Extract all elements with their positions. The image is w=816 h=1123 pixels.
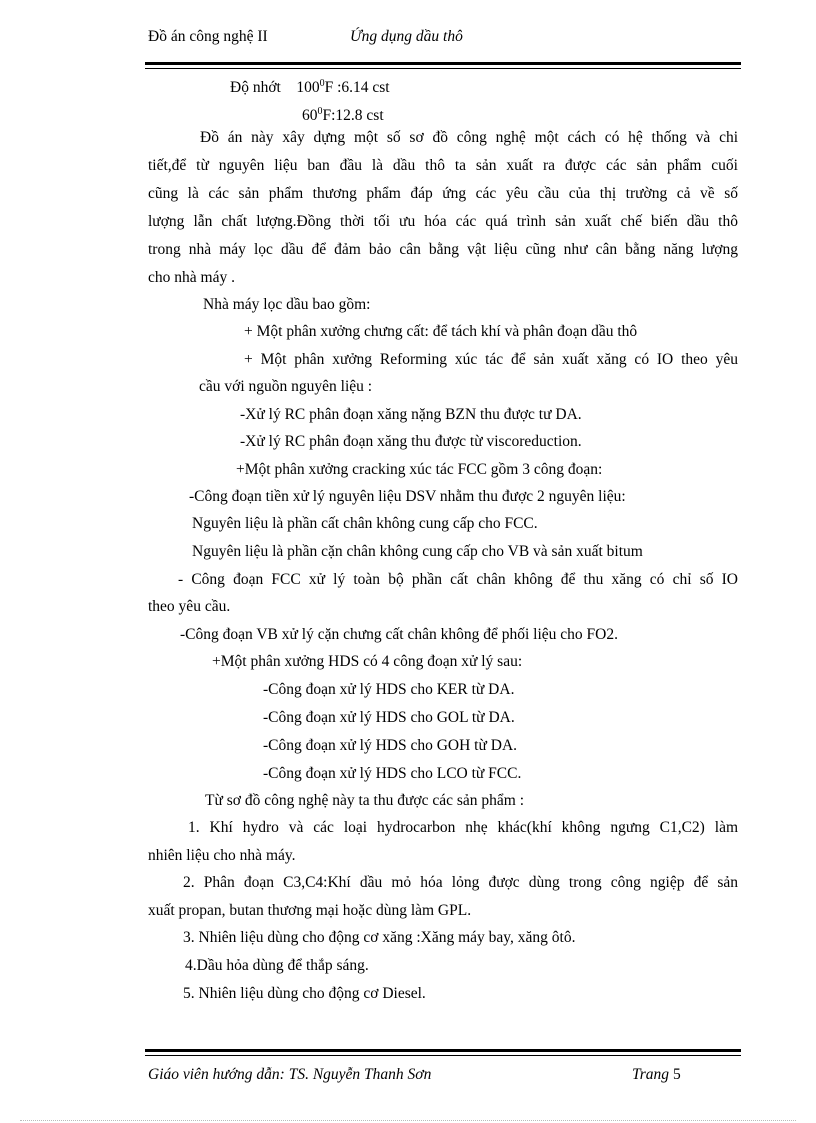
viscosity-line-2	[302, 102, 384, 126]
page-number: 5	[672, 1066, 681, 1083]
hds-item: -Công đoạn xử lý HDS cho GOH từ DA.	[263, 737, 518, 754]
header-rule-thick	[145, 62, 741, 65]
viscosity-line-1	[230, 74, 390, 98]
hds-item: -Công đoạn xử lý HDS cho GOL từ DA.	[263, 709, 515, 726]
fcc-stage: -Công đoạn tiền xử lý nguyên liệu DSV nhằm thu được 2 nguyên liệu:	[189, 488, 626, 505]
fcc-feed: Nguyên liệu là phần cặn chân không cung cấp cho VB và sản xuất bitum	[192, 543, 643, 560]
paragraph-line: Đồ án này xây dựng một số sơ đồ công nghệ một cách có hệ thống và chi	[200, 129, 738, 146]
footer-rule-thin	[145, 1055, 741, 1056]
viscosity-temp-1: 100	[296, 79, 320, 96]
product-item: 3. Nhiên liệu dùng cho động cơ xăng :Xăng máy bay, xăng ôtô.	[183, 929, 576, 946]
viscosity-value-2: F:12.8 cst	[322, 107, 384, 124]
fcc-stage: - Công đoạn FCC xử lý toàn bộ phần cất chân không để thu xăng có chỉ số IO	[178, 571, 738, 588]
refinery-unit-distillation: + Một phân xưởng chưng cất: để tách khí và phân đoạn dầu thô	[244, 323, 638, 340]
fcc-feed: Nguyên liệu là phần cất chân không cung cấp cho FCC.	[192, 515, 538, 532]
product-item-cont: xuất propan, butan thương mại hoặc dùng làm GPL.	[148, 902, 472, 919]
reforming-item: -Xử lý RC phân đoạn xăng nặng BZN thu được tư DA.	[240, 406, 582, 423]
paragraph-line: trong nhà máy lọc dầu để đảm bảo cân bằng vật liệu cũng như cân bằng năng lượng	[148, 241, 738, 258]
header-subtitle: Ứng dụng dầu thô	[350, 28, 463, 45]
fcc-stage-cont: theo yêu cầu.	[148, 598, 231, 615]
footer-page	[632, 1066, 681, 1084]
footer-rule-thick	[145, 1049, 741, 1052]
hds-item: -Công đoạn xử lý HDS cho KER từ DA.	[263, 681, 515, 698]
paragraph-line: tiết,để từ nguyên liệu ban đầu là dầu thô ta sản xuất ra được các sản phẩm cuối	[148, 157, 738, 174]
page-label: Trang	[632, 1066, 670, 1083]
header-rule-thin	[145, 68, 741, 69]
refinery-intro: Nhà máy lọc dầu bao gồm:	[203, 296, 371, 313]
viscosity-temp-2: 60	[302, 107, 318, 124]
product-item: 4.Dầu hỏa dùng để thắp sáng.	[185, 957, 369, 974]
refinery-unit-fcc: +Một phân xưởng cracking xúc tác FCC gồm 3 công đoạn:	[236, 461, 603, 478]
degree-mark: 0	[317, 106, 323, 117]
paragraph-line: cho nhà máy .	[148, 269, 235, 286]
header-title: Đồ án công nghệ II	[148, 28, 268, 45]
product-item: 2. Phân đoạn C3,C4:Khí dầu mỏ hóa lỏng được dùng trong công ngiệp để sản	[183, 874, 738, 891]
hds-item: -Công đoạn xử lý HDS cho LCO từ FCC.	[263, 765, 522, 782]
vb-stage: -Công đoạn VB xử lý cặn chưng cất chân không để phối liệu cho FO2.	[180, 626, 618, 643]
viscosity-value-1: F :6.14 cst	[324, 79, 390, 96]
product-item-cont: nhiên liệu cho nhà máy.	[148, 847, 296, 864]
product-item: 1. Khí hydro và các loại hydrocarbon nhẹ khác(khí không ngưng C1,C2) làm	[188, 819, 738, 836]
reforming-item: -Xử lý RC phân đoạn xăng thu được từ viscoreduction.	[240, 433, 582, 450]
refinery-unit-reforming: + Một phân xưởng Reforming xúc tác để sản xuất xăng có IO theo yêu	[244, 351, 738, 368]
refinery-unit-reforming-cont: cầu với nguồn nguyên liệu :	[199, 378, 373, 395]
product-item: 5. Nhiên liệu dùng cho động cơ Diesel.	[183, 985, 426, 1002]
paragraph-line: lượng lẫn chất lượng.Đồng thời tối ưu hóa các quá trình sản xuất chế biến dầu thô	[148, 213, 738, 230]
degree-mark: 0	[319, 78, 325, 89]
page-bottom-border	[20, 1120, 796, 1121]
paragraph-line: cũng là các sản phẩm thương phẩm đáp ứng các yêu cầu của thị trường cả về số	[148, 185, 738, 202]
products-intro: Từ sơ đồ công nghệ này ta thu được các sản phẩm :	[205, 792, 524, 809]
refinery-unit-hds: +Một phân xưởng HDS có 4 công đoạn xử lý sau:	[212, 653, 523, 670]
viscosity-label: Độ nhớt	[230, 79, 281, 96]
footer-teacher: Giáo viên hướng dẫn: TS. Nguyễn Thanh Sơn	[148, 1066, 432, 1083]
